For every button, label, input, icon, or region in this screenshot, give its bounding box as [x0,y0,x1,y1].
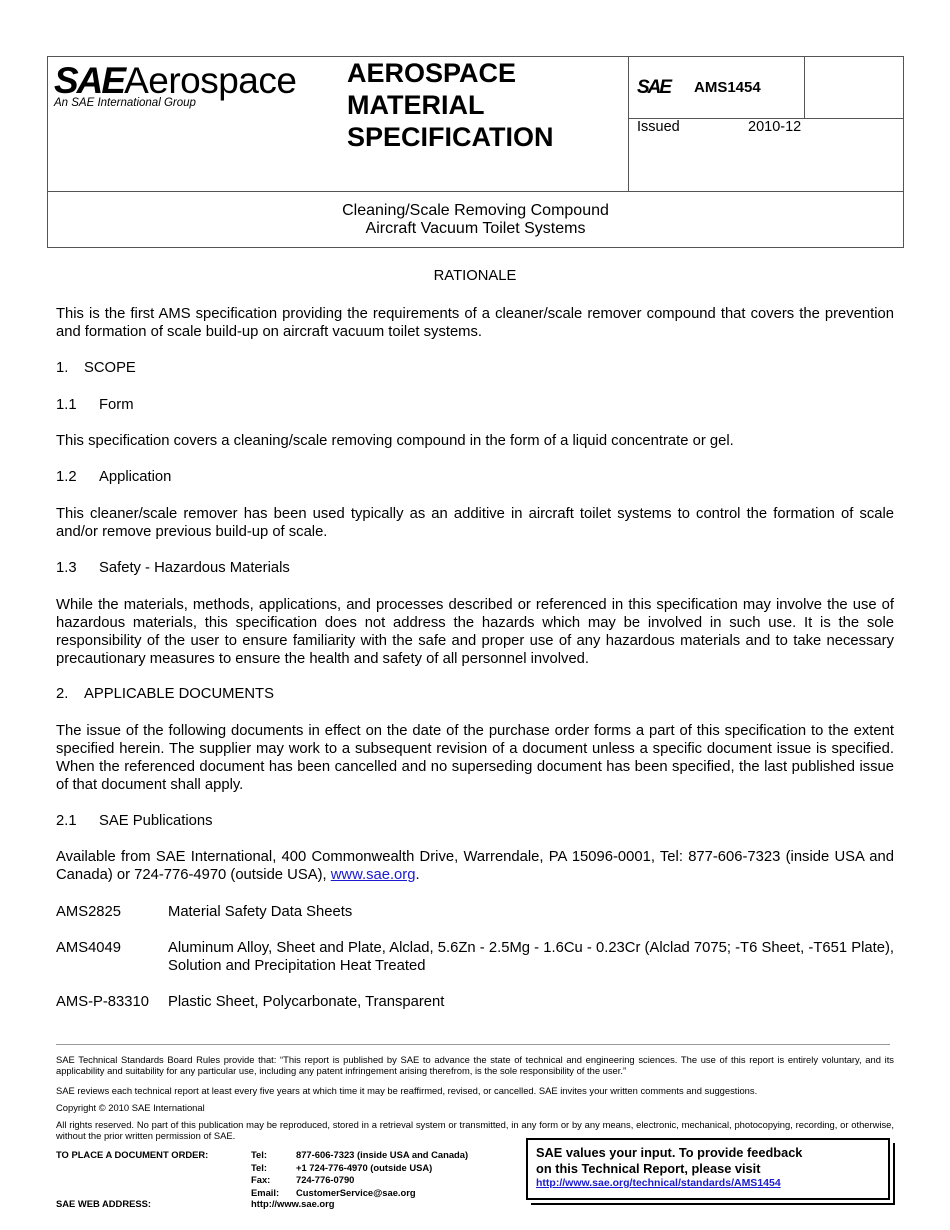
section-number: 1. [56,360,69,376]
section-text-body: Available from SAE International, 400 Commonwealth Drive, Warrendale, PA 15096-0001, Tel: 877-606-7323 (inside USA and Canada) or 724-776-4970 (outside USA), [56,849,894,883]
section-text [56,848,894,884]
logo-brand: SAE [54,60,125,101]
contact-label: Tel: [251,1149,267,1160]
contact-value: 724-776-0790 [296,1174,355,1185]
review-notice: SAE reviews each technical report at least every five years at which time it may be reaffirmed, revised, or cancelled. SAE invites your written comments and suggestions. [56,1085,758,1096]
web-label: SAE WEB ADDRESS: [56,1198,151,1209]
issued-label: Issued [637,119,680,135]
section-heading [56,359,136,377]
document-header [47,56,904,248]
contact-label: Fax: [251,1174,271,1185]
section-number: 1.1 [56,397,77,413]
doc-type-line: AEROSPACE [347,58,517,88]
sae-website-link[interactable]: www.sae.org [330,867,416,883]
contact-values [296,1149,468,1199]
reference-code: AMS2825 [56,904,121,920]
document-type [347,57,554,153]
section-heading [56,812,213,830]
rationale-text: This is the first AMS specification providing the requirements of a cleaner/scale remover compound that covers the prevention and formation of scale build-up on aircraft vacuum toilet systems. [56,306,894,340]
contact-value: CustomerService@sae.org [296,1186,416,1198]
reference-code: AMS4049 [56,940,121,956]
standards-board-rules: SAE Technical Standards Board Rules provide that: “This report is published by SAE to advance the state of technical and engineering sciences. The use of this report is entirely voluntary, and its applicability and suitability for any particular use, including any patent infringement arising therefrom, is the sole responsibility of the user.” [56,1054,894,1076]
section-title: Form [99,397,134,413]
contact-value: +1 724-776-4970 (outside USA) [296,1161,433,1173]
section-number: 1.3 [56,560,77,576]
section-title: SAE Publications [99,813,213,829]
order-label: TO PLACE A DOCUMENT ORDER: [56,1149,209,1160]
section-heading [56,396,134,414]
footer-divider [56,1044,890,1045]
section-title: APPLICABLE DOCUMENTS [84,686,274,702]
section-heading [56,559,290,577]
section-text-end: . [415,867,420,883]
sae-mini-logo: SAE [637,77,671,98]
section-text: This specification covers a cleaning/scale removing compound in the form of a liquid concentrate or gel. [56,433,734,449]
section-title: Safety - Hazardous Materials [99,560,290,576]
section-heading [56,468,171,486]
title-line: Cleaning/Scale Removing Compound [342,202,609,219]
feedback-link[interactable]: http://www.sae.org/technical/standards/AMS1454 [536,1177,781,1189]
web-address[interactable]: http://www.sae.org [251,1198,335,1209]
feedback-box [526,1138,890,1200]
section-text: While the materials, methods, applications, and processes described or referenced in this specification may involve the use of hazardous materials, this specification does not address the hazards which may be involved in such use. It is the sole responsibility of the user to ensure familiarity with the safe and proper use of any hazardous materials and to take necessary precautionary measures to ensure the health and safety of all personnel involved. [56,597,894,667]
contact-label: Email: [251,1186,280,1198]
doc-type-line: SPECIFICATION [347,122,554,152]
reference-title: Material Safety Data Sheets [168,904,353,920]
copyright: Copyright © 2010 SAE International [56,1102,205,1113]
section-title: Application [99,469,172,485]
issued-date: 2010-12 [748,119,802,135]
section-heading [56,685,274,703]
rights-notice: All rights reserved. No part of this publication may be reproduced, stored in a retrieval system or transmitted, in any form or by any means, electronic, mechanical, photocopying, recording, or otherwise, without the prior written permission of SAE. [56,1119,894,1141]
document-title [48,202,903,238]
feedback-line: SAE values your input. To provide feedback [536,1145,803,1160]
header-divider [48,191,903,192]
logo-tagline: An SAE International Group [54,97,196,109]
feedback-text [536,1145,802,1177]
reference-code: AMS-P-83310 [56,994,149,1010]
logo-product: Aerospace [124,60,297,101]
title-line: Aircraft Vacuum Toilet Systems [365,220,586,237]
section-number: 2.1 [56,813,77,829]
section-title: SCOPE [84,360,136,376]
feedback-line: on this Technical Report, please visit [536,1161,761,1176]
doc-type-line: MATERIAL [347,90,485,120]
rationale-heading: RATIONALE [433,268,517,284]
section-text: The issue of the following documents in effect on the date of the purchase order forms a part of this specification to the extent specified herein. The supplier may work to a subsequent revision of a document unless a specific document issue is specified. When the referenced document has been cancelled and no superseding document has been specified, the last published issue of that document shall apply. [56,723,894,793]
contact-value: 877-606-7323 (inside USA and Canada) [296,1149,469,1160]
header-divider [628,57,629,191]
reference-title: Aluminum Alloy, Sheet and Plate, Alclad, 5.6Zn - 2.5Mg - 1.6Cu - 0.23Cr (Alclad 7075; -T6 Sheet, -T651 Plate), Solution and Precipitation Heat Treated [168,940,894,974]
contact-label: Tel: [251,1161,267,1173]
reference-title: Plastic Sheet, Polycarbonate, Transparent [168,994,445,1010]
section-number: 2. [56,686,69,702]
contact-labels [251,1149,279,1199]
section-number: 1.2 [56,469,77,485]
section-text: This cleaner/scale remover has been used typically as an additive in aircraft toilet systems to control the formation of scale and/or remove previous build-up of scale. [56,506,894,540]
document-number: AMS1454 [694,79,761,96]
header-divider [804,57,805,118]
